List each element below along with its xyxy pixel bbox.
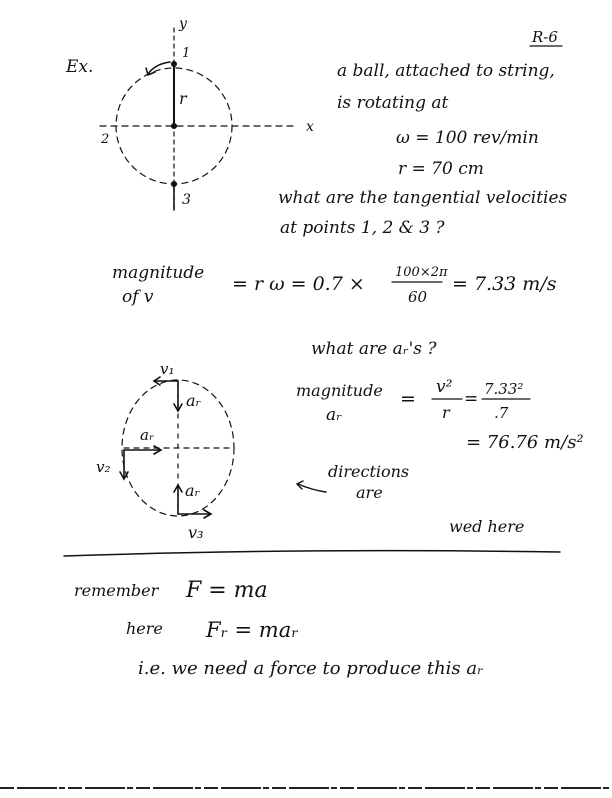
eq2-equals: = <box>400 388 416 410</box>
y-axis-label: y <box>179 16 187 32</box>
v2-label: v₂ <box>96 458 111 476</box>
problem-line-1: a ball, attached to string, <box>337 61 555 81</box>
page-label: R-6 <box>532 28 558 46</box>
radius-label: r <box>179 89 187 108</box>
v3-label: v₃ <box>188 523 204 542</box>
question-2: what are aᵣ's ? <box>311 339 437 359</box>
ar-bottom-label: aᵣ <box>185 481 201 500</box>
wed-here-note: wed here <box>449 517 525 536</box>
pointer-arrow-icon <box>298 484 326 492</box>
ar-top-label: aᵣ <box>186 391 202 410</box>
eq1-fraction-denominator: 60 <box>408 288 428 306</box>
circle-diagram <box>100 16 314 212</box>
eq2-lhs-top: magnitude <box>296 381 383 400</box>
remember-label: remember <box>74 581 159 600</box>
directions-note-2: are <box>356 483 383 502</box>
eq1-fraction-numerator: 100×2π <box>395 265 448 280</box>
ball-point-1 <box>171 61 177 67</box>
point-1-label: 1 <box>182 46 191 61</box>
acceleration-diagram <box>96 360 234 542</box>
question-1-line-2: at points 1, 2 & 3 ? <box>280 218 445 238</box>
radial-force-law: Fᵣ = maᵣ <box>206 618 299 642</box>
point-2-label: 2 <box>101 132 110 147</box>
problem-line-2: is rotating at <box>337 93 449 113</box>
radius-value: r = 70 cm <box>398 159 484 179</box>
center-point <box>171 123 177 129</box>
directions-note: directions <box>328 462 410 481</box>
example-label: Ex. <box>66 57 94 77</box>
eq2-equals-2: = <box>464 389 479 409</box>
here-label: here <box>126 619 163 638</box>
newton-law: F = ma <box>186 578 268 603</box>
eq2-lhs-bottom: aᵣ <box>326 405 343 425</box>
force-note: i.e. we need a force to produce this aᵣ <box>138 658 484 679</box>
omega-value: ω = 100 rev/min <box>396 128 539 148</box>
section-divider <box>64 551 560 556</box>
eq1-rhs: = r ω = 0.7 × <box>232 273 365 295</box>
v1-label: v₁ <box>160 360 175 378</box>
question-1-line-1: what are the tangential velocities <box>278 188 568 208</box>
eq2-fraction-numerator: v² <box>436 377 453 397</box>
x-axis-label: x <box>306 119 314 135</box>
eq2-fraction-denominator: r <box>442 403 450 422</box>
eq2-fraction2-denominator: .7 <box>494 404 509 422</box>
eq1-result: = 7.33 m/s <box>452 273 557 295</box>
point-3-label: 3 <box>182 192 191 208</box>
ar-left-label: aᵣ <box>140 426 155 444</box>
eq1-lhs-bottom: of v <box>122 287 154 307</box>
eq2-result: = 76.76 m/s² <box>466 432 584 453</box>
eq1-lhs-top: magnitude <box>112 263 205 283</box>
eq2-fraction2-numerator: 7.33² <box>484 380 524 398</box>
